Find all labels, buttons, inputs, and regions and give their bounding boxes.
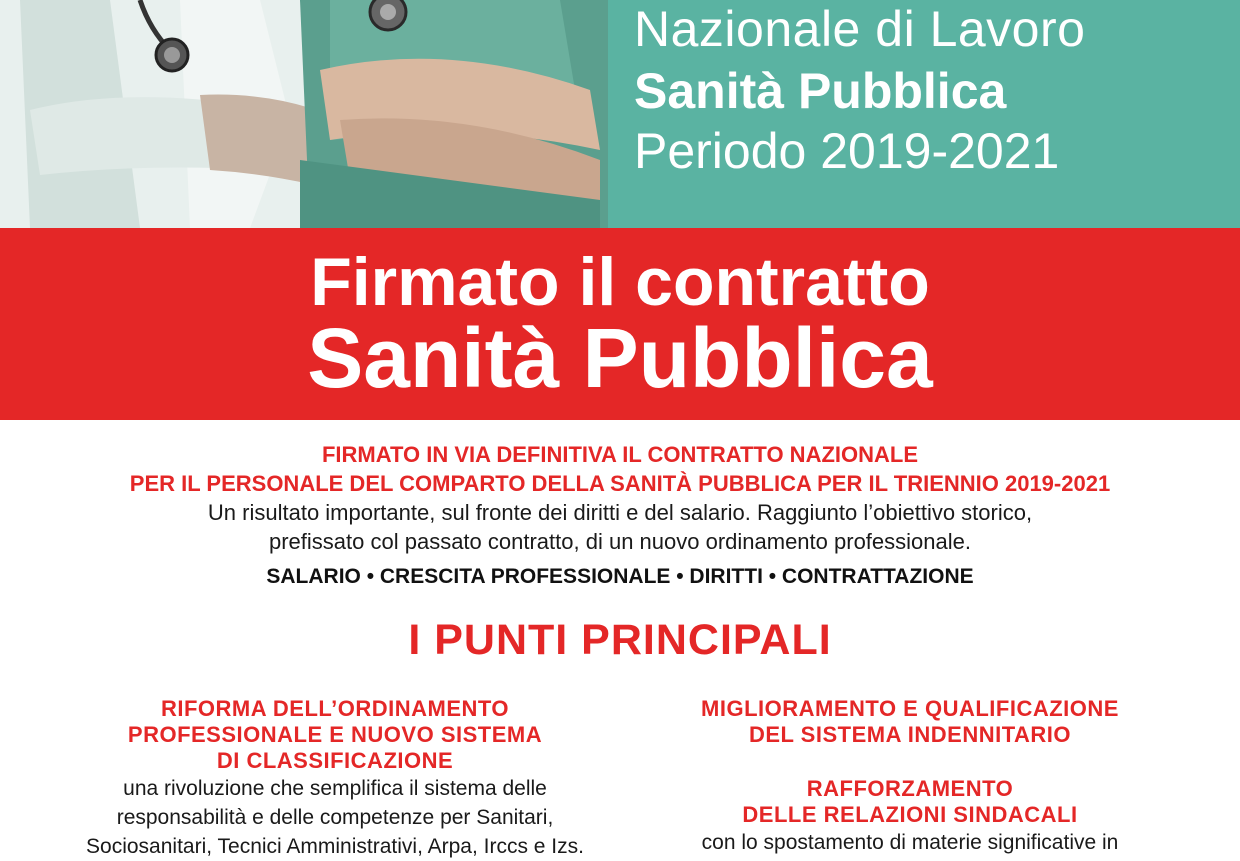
header-title (634, 1, 1086, 179)
right-column (610, 696, 1210, 857)
left-column (30, 696, 640, 861)
intro-red-line2: PER IL PERSONALE DEL COMPARTO DELLA SANITÀ PUBBLICA PER IL TRIENNIO 2019-2021 (129, 471, 1111, 496)
right-heading1-line1: MIGLIORAMENTO E QUALIFICAZIONE (701, 696, 1119, 721)
headline-banner (0, 228, 1240, 420)
headline-line2: Sanità Pubblica (307, 311, 933, 405)
right-spacer (610, 748, 1210, 776)
intro-body-line1: Un risultato importante, sul fronte dei diritti e del salario. Raggiunto l’obiettivo storico, (207, 500, 1033, 525)
intro-red-line1: FIRMATO IN VIA DEFINITIVA IL CONTRATTO NAZIONALE (321, 442, 919, 467)
right-heading2-line2: DELLE RELAZIONI SINDACALI (742, 802, 1078, 827)
intro-section (0, 440, 1240, 589)
header-title-line2: Sanità Pubblica (634, 63, 1007, 119)
left-heading-line2: PROFESSIONALE E NUOVO SISTEMA (127, 722, 543, 747)
section-title: I PUNTI PRINCIPALI (408, 616, 832, 664)
intro-keywords: SALARIO • CRESCITA PROFESSIONALE • DIRITTI • CONTRATTAZIONE (266, 565, 974, 588)
header-title-line3: Periodo 2019-2021 (634, 123, 1060, 179)
left-heading-line1: RIFORMA DELL’ORDINAMENTO (160, 696, 510, 721)
left-heading-line3: DI CLASSIFICAZIONE (216, 748, 454, 773)
headline-line1: Firmato il contratto (310, 244, 930, 320)
right-heading2-line1: RAFFORZAMENTO (806, 776, 1014, 801)
header-title-line1: Nazionale di Lavoro (634, 1, 1086, 57)
right-heading1-line2: DEL SISTEMA INDENNITARIO (748, 722, 1072, 747)
doctors-illustration-icon (0, 0, 608, 228)
doctors-photo (0, 0, 608, 228)
intro-body-line2: prefissato col passato contratto, di un nuovo ordinamento professionale. (269, 529, 971, 554)
left-text-line1: una rivoluzione che semplifica il sistema delle (123, 777, 547, 800)
header-banner (0, 0, 1240, 228)
left-text-line3: Sociosanitari, Tecnici Amministrativi, Arpa, Irccs e Izs. (86, 835, 584, 858)
right-text-line1: con lo spostamento di materie significative in (701, 831, 1119, 854)
left-text-line2: responsabilità e delle competenze per Sanitari, (116, 806, 554, 829)
